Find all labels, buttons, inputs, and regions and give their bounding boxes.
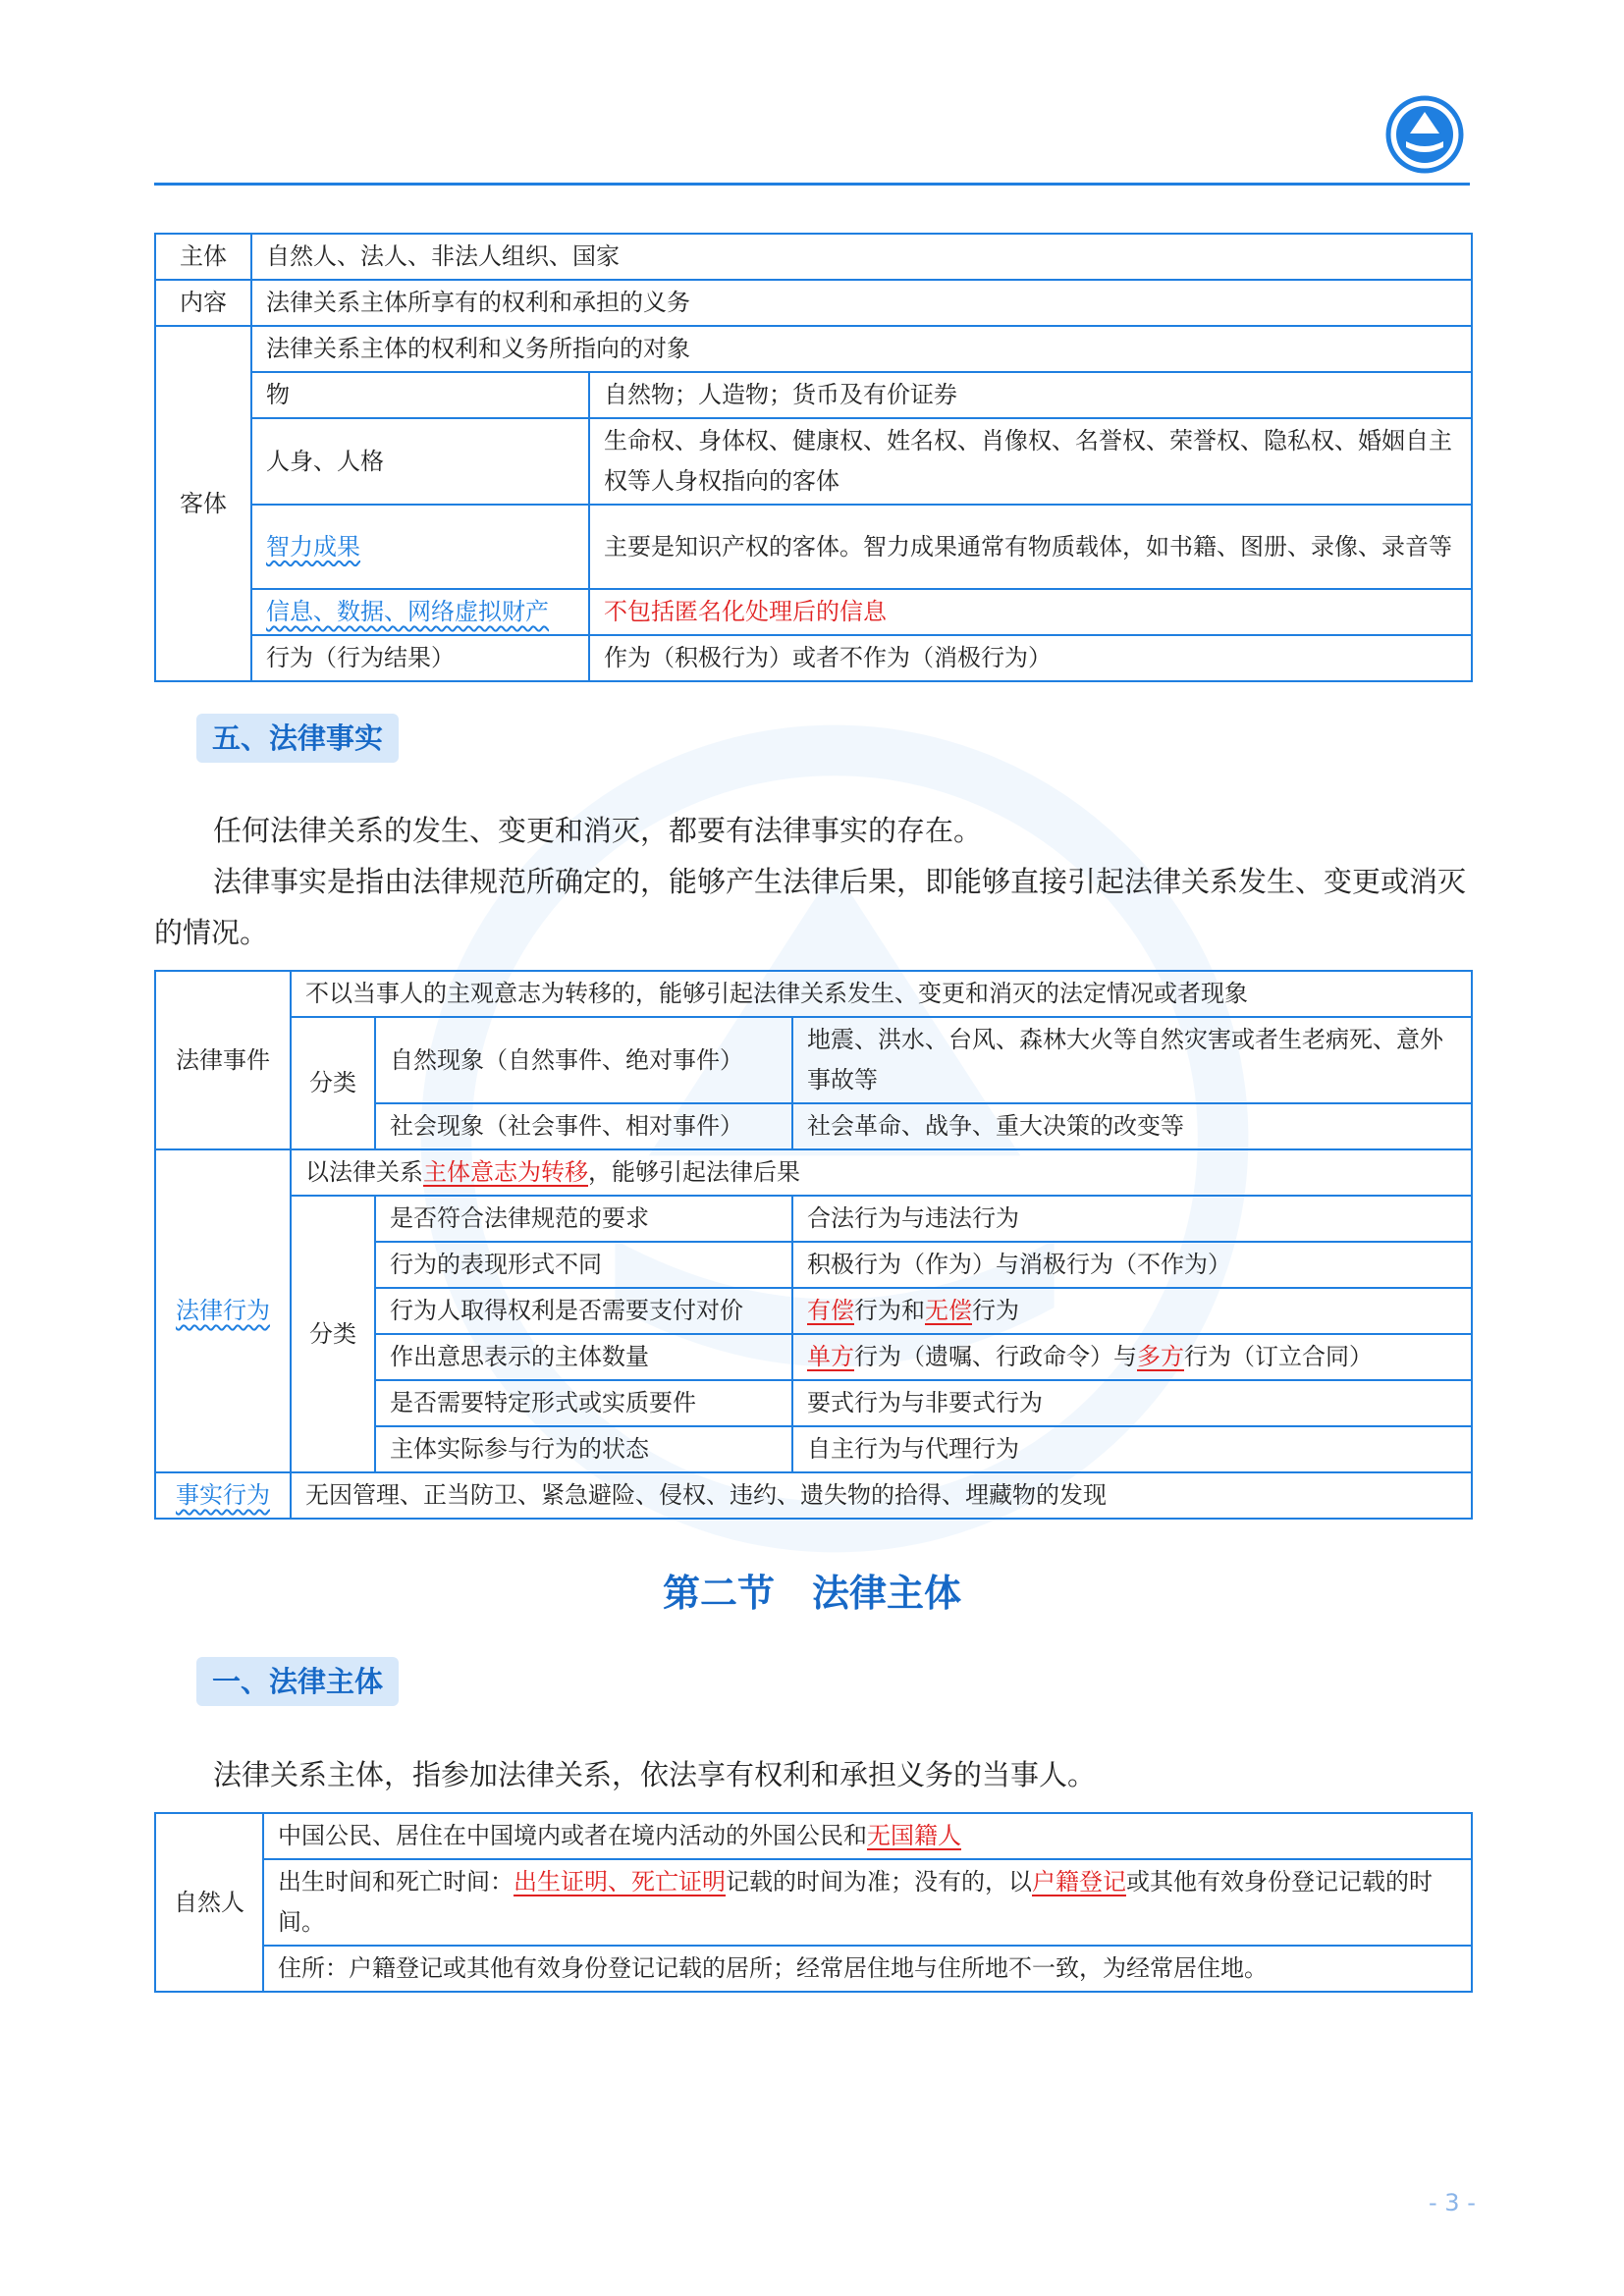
act-criterion: 行为人取得权利是否需要支付对价 xyxy=(375,1288,792,1334)
category-label: 分类 xyxy=(291,1196,375,1472)
object-definition: 法律关系主体的权利和义务所指向的对象 xyxy=(251,326,1472,372)
act-type: 合法行为与违法行为 xyxy=(792,1196,1472,1242)
object-type-value: 主要是知识产权的客体。智力成果通常有物质载体，如书籍、图册、录像、录音等 xyxy=(589,505,1472,589)
act-type: 单方行为（遗嘱、行政命令）与多方行为（订立合同） xyxy=(792,1334,1472,1380)
key-term: 有偿 xyxy=(807,1297,854,1324)
natural-person-table xyxy=(154,1812,1473,1993)
legal-event-label: 法律事件 xyxy=(155,971,291,1149)
key-term: 出生证明、死亡证明 xyxy=(514,1868,726,1896)
intellectual-property-term: 智力成果 xyxy=(266,532,360,561)
natural-person-scope: 中国公民、居住在中国境内或者在境内活动的外国公民和无国籍人 xyxy=(263,1813,1472,1859)
object-type-name xyxy=(251,589,589,635)
factual-act-value: 无因管理、正当防卫、紧急避险、侵权、违约、遗失物的拾得、埋藏物的发现 xyxy=(291,1472,1472,1519)
event-category-name: 自然现象（自然事件、绝对事件） xyxy=(375,1017,792,1103)
object-type-name: 物 xyxy=(251,372,589,418)
section-heading-legal-facts: 五、法律事实 xyxy=(196,714,399,763)
key-term: 单方 xyxy=(807,1343,854,1370)
category-label: 分类 xyxy=(291,1017,375,1149)
birth-death-time: 出生时间和死亡时间：出生证明、死亡证明记载的时间为准；没有的，以户籍登记或其他有效身份登记记载的时间。 xyxy=(263,1859,1472,1946)
legal-act-label: 法律行为 xyxy=(176,1297,270,1324)
brand-logo-icon xyxy=(1384,94,1465,175)
legal-facts-table xyxy=(154,970,1473,1520)
act-type: 自主行为与代理行为 xyxy=(792,1426,1472,1472)
object-type-value: 生命权、身体权、健康权、姓名权、肖像权、名誉权、荣誉权、隐私权、婚姻自主权等人身权指向的客体 xyxy=(589,418,1472,505)
content-value: 法律关系主体所享有的权利和承担的义务 xyxy=(251,280,1472,326)
section-heading-legal-subject: 一、法律主体 xyxy=(196,1657,399,1706)
paragraph: 法律事实是指由法律规范所确定的，能够产生法律后果，即能够直接引起法律关系发生、变更或消灭的情况。 xyxy=(154,865,1467,949)
object-type-name xyxy=(251,505,589,589)
object-type-name: 行为（行为结果） xyxy=(251,635,589,681)
page-number: - 3 - xyxy=(1429,2189,1476,2216)
paragraph: 法律关系主体，指参加法律关系，依法享有权利和承担义务的当事人。 xyxy=(213,1758,1097,1791)
key-term: 无国籍人 xyxy=(867,1822,961,1849)
paragraph: 任何法律关系的发生、变更和消灭，都要有法律事实的存在。 xyxy=(213,814,983,847)
legal-act-definition: 以法律关系主体意志为转移，能够引起法律后果 xyxy=(291,1149,1472,1196)
header-rule xyxy=(154,183,1470,186)
factual-act-label: 事实行为 xyxy=(176,1481,270,1509)
object-label: 客体 xyxy=(155,326,251,681)
act-criterion: 是否符合法律规范的要求 xyxy=(375,1196,792,1242)
key-term: 无偿 xyxy=(925,1297,972,1324)
act-criterion: 主体实际参与行为的状态 xyxy=(375,1426,792,1472)
act-type: 要式行为与非要式行为 xyxy=(792,1380,1472,1426)
subject-value: 自然人、法人、非法人组织、国家 xyxy=(251,234,1472,280)
key-term: 多方 xyxy=(1137,1343,1184,1370)
natural-person-label: 自然人 xyxy=(155,1813,263,1992)
legal-event-definition: 不以当事人的主观意志为转移的，能够引起法律关系发生、变更和消灭的法定情况或者现象 xyxy=(291,971,1472,1017)
act-criterion: 是否需要特定形式或实质要件 xyxy=(375,1380,792,1426)
object-type-value-highlight: 不包括匿名化处理后的信息 xyxy=(589,589,1472,635)
subject-label: 主体 xyxy=(155,234,251,280)
event-category-value: 地震、洪水、台风、森林大火等自然灾害或者生老病死、意外事故等 xyxy=(792,1017,1472,1103)
act-type: 有偿行为和无偿行为 xyxy=(792,1288,1472,1334)
key-term: 户籍登记 xyxy=(1032,1868,1126,1896)
object-type-name: 人身、人格 xyxy=(251,418,589,505)
object-type-value: 自然物；人造物；货币及有价证券 xyxy=(589,372,1472,418)
chapter-title: 第二节 法律主体 xyxy=(662,1572,961,1615)
factual-act-cell xyxy=(155,1472,291,1519)
act-criterion: 行为的表现形式不同 xyxy=(375,1242,792,1288)
legal-relation-elements-table xyxy=(154,233,1473,682)
event-category-value: 社会革命、战争、重大决策的改变等 xyxy=(792,1103,1472,1149)
data-property-term: 信息、数据、网络虚拟财产 xyxy=(266,598,549,625)
act-type: 积极行为（作为）与消极行为（不作为） xyxy=(792,1242,1472,1288)
object-type-value: 作为（积极行为）或者不作为（消极行为） xyxy=(589,635,1472,681)
event-category-name: 社会现象（社会事件、相对事件） xyxy=(375,1103,792,1149)
residence: 住所：户籍登记或其他有效身份登记记载的居所；经常居住地与住所地不一致，为经常居住地。 xyxy=(263,1946,1472,1992)
legal-act-cell xyxy=(155,1149,291,1472)
act-criterion: 作出意思表示的主体数量 xyxy=(375,1334,792,1380)
content-label: 内容 xyxy=(155,280,251,326)
key-term: 主体意志为转移 xyxy=(423,1158,588,1186)
